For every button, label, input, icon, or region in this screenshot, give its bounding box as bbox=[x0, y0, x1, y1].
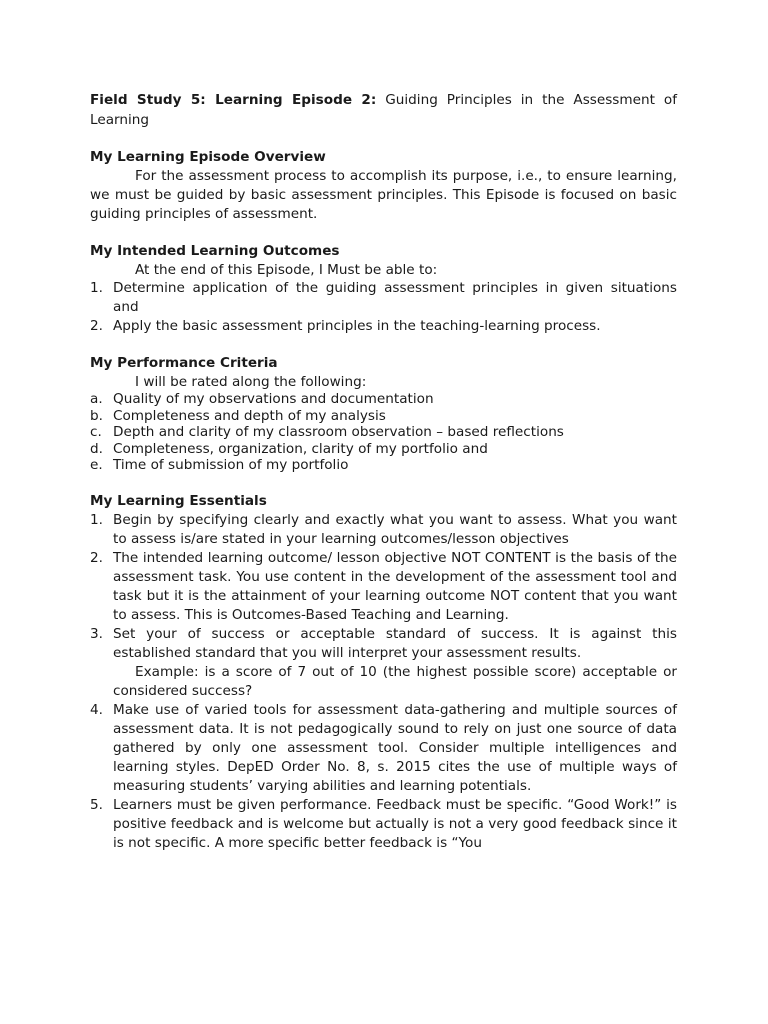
list-item-text: Set your of success or acceptable standard of success. It is against this established standard that you will interpret your assessment results. bbox=[113, 625, 677, 661]
list-item bbox=[90, 796, 677, 853]
list-item-text: Learners must be given performance. Feedback must be specific. “Good Work!” is positive feedback and is welcome but actually is not a very good feedback since it is not specific. A more specific better feedback is “You bbox=[113, 796, 677, 851]
list-item bbox=[90, 279, 677, 317]
outcomes-list bbox=[90, 279, 677, 336]
list-marker: 2. bbox=[90, 549, 103, 566]
list-item-text: Completeness, organization, clarity of my portfolio and bbox=[113, 440, 488, 457]
list-marker: 4. bbox=[90, 701, 103, 718]
outcomes-lead: At the end of this Episode, I Must be able to: bbox=[135, 262, 438, 278]
list-item-text: The intended learning outcome/ lesson objective NOT CONTENT is the basis of the assessment task. You use content in the development of the assessment tool and task but it is the attainment of your learning outcome NOT content that you want to assess. This is Outcomes-Based Teaching and Learning. bbox=[113, 549, 677, 623]
list-item bbox=[90, 317, 677, 336]
criteria-lead: I will be rated along the following: bbox=[135, 374, 367, 390]
list-marker: b. bbox=[90, 407, 103, 424]
list-item bbox=[90, 457, 677, 474]
list-item bbox=[90, 424, 677, 441]
list-item-text: Depth and clarity of my classroom observation – based reflections bbox=[113, 424, 564, 440]
list-item bbox=[90, 625, 677, 701]
list-marker: 1. bbox=[90, 280, 103, 296]
title-bold: Field Study 5: Learning Episode 2: bbox=[90, 92, 377, 108]
list-item-text: Quality of my observations and documentation bbox=[113, 391, 434, 407]
list-item bbox=[90, 441, 677, 458]
list-item bbox=[90, 701, 677, 796]
list-marker: 5. bbox=[90, 796, 103, 813]
example-text: Example: is a score of 7 out of 10 (the highest possible score) acceptable or considered success? bbox=[113, 663, 677, 699]
essentials-list bbox=[90, 511, 677, 853]
list-item-text: Completeness and depth of my analysis bbox=[113, 407, 386, 424]
list-item-text: Make use of varied tools for assessment data-gathering and multiple sources of assessment data. It is not pedagogically sound to rely on just one source of data gathered by only one assessment tool. Consider multiple intelligences and learning styles. DepED Order No. 8, s. 2015 cites the use of multiple ways of measuring students’ varying abilities and learning potentials. bbox=[113, 701, 677, 794]
list-marker: a. bbox=[90, 391, 103, 407]
list-item-text: Time of submission of my portfolio bbox=[113, 457, 349, 473]
list-item-text: Begin by specifying clearly and exactly what you want to assess. What you want to assess is/are stated in your learning outcomes/lesson objectives bbox=[113, 511, 677, 547]
list-item bbox=[90, 391, 677, 408]
overview-heading: My Learning Episode Overview bbox=[90, 149, 326, 165]
list-item bbox=[90, 408, 677, 425]
list-marker: e. bbox=[90, 457, 103, 473]
criteria-heading: My Performance Criteria bbox=[90, 355, 278, 371]
list-marker: d. bbox=[90, 440, 103, 457]
title-rest: Guiding Principles in the Assessment of Learning bbox=[90, 92, 677, 128]
list-marker: 2. bbox=[90, 318, 103, 334]
list-item bbox=[90, 511, 677, 549]
criteria-list bbox=[90, 391, 677, 474]
list-marker: c. bbox=[90, 424, 102, 440]
list-item bbox=[90, 549, 677, 625]
list-marker: 1. bbox=[90, 511, 103, 528]
list-marker: 3. bbox=[90, 625, 103, 642]
overview-paragraph: For the assessment process to accomplish its purpose, i.e., to ensure learning, we must be guided by basic assessment principles. This Episode is focused on basic guiding principles of assessment. bbox=[90, 168, 677, 222]
list-item-text: Determine application of the guiding assessment principles in given situations and bbox=[113, 280, 677, 315]
document-page bbox=[90, 90, 677, 853]
list-item-text: Apply the basic assessment principles in the teaching-learning process. bbox=[113, 318, 601, 334]
outcomes-heading: My Intended Learning Outcomes bbox=[90, 243, 340, 259]
document-title bbox=[90, 90, 677, 130]
essentials-heading: My Learning Essentials bbox=[90, 492, 267, 509]
